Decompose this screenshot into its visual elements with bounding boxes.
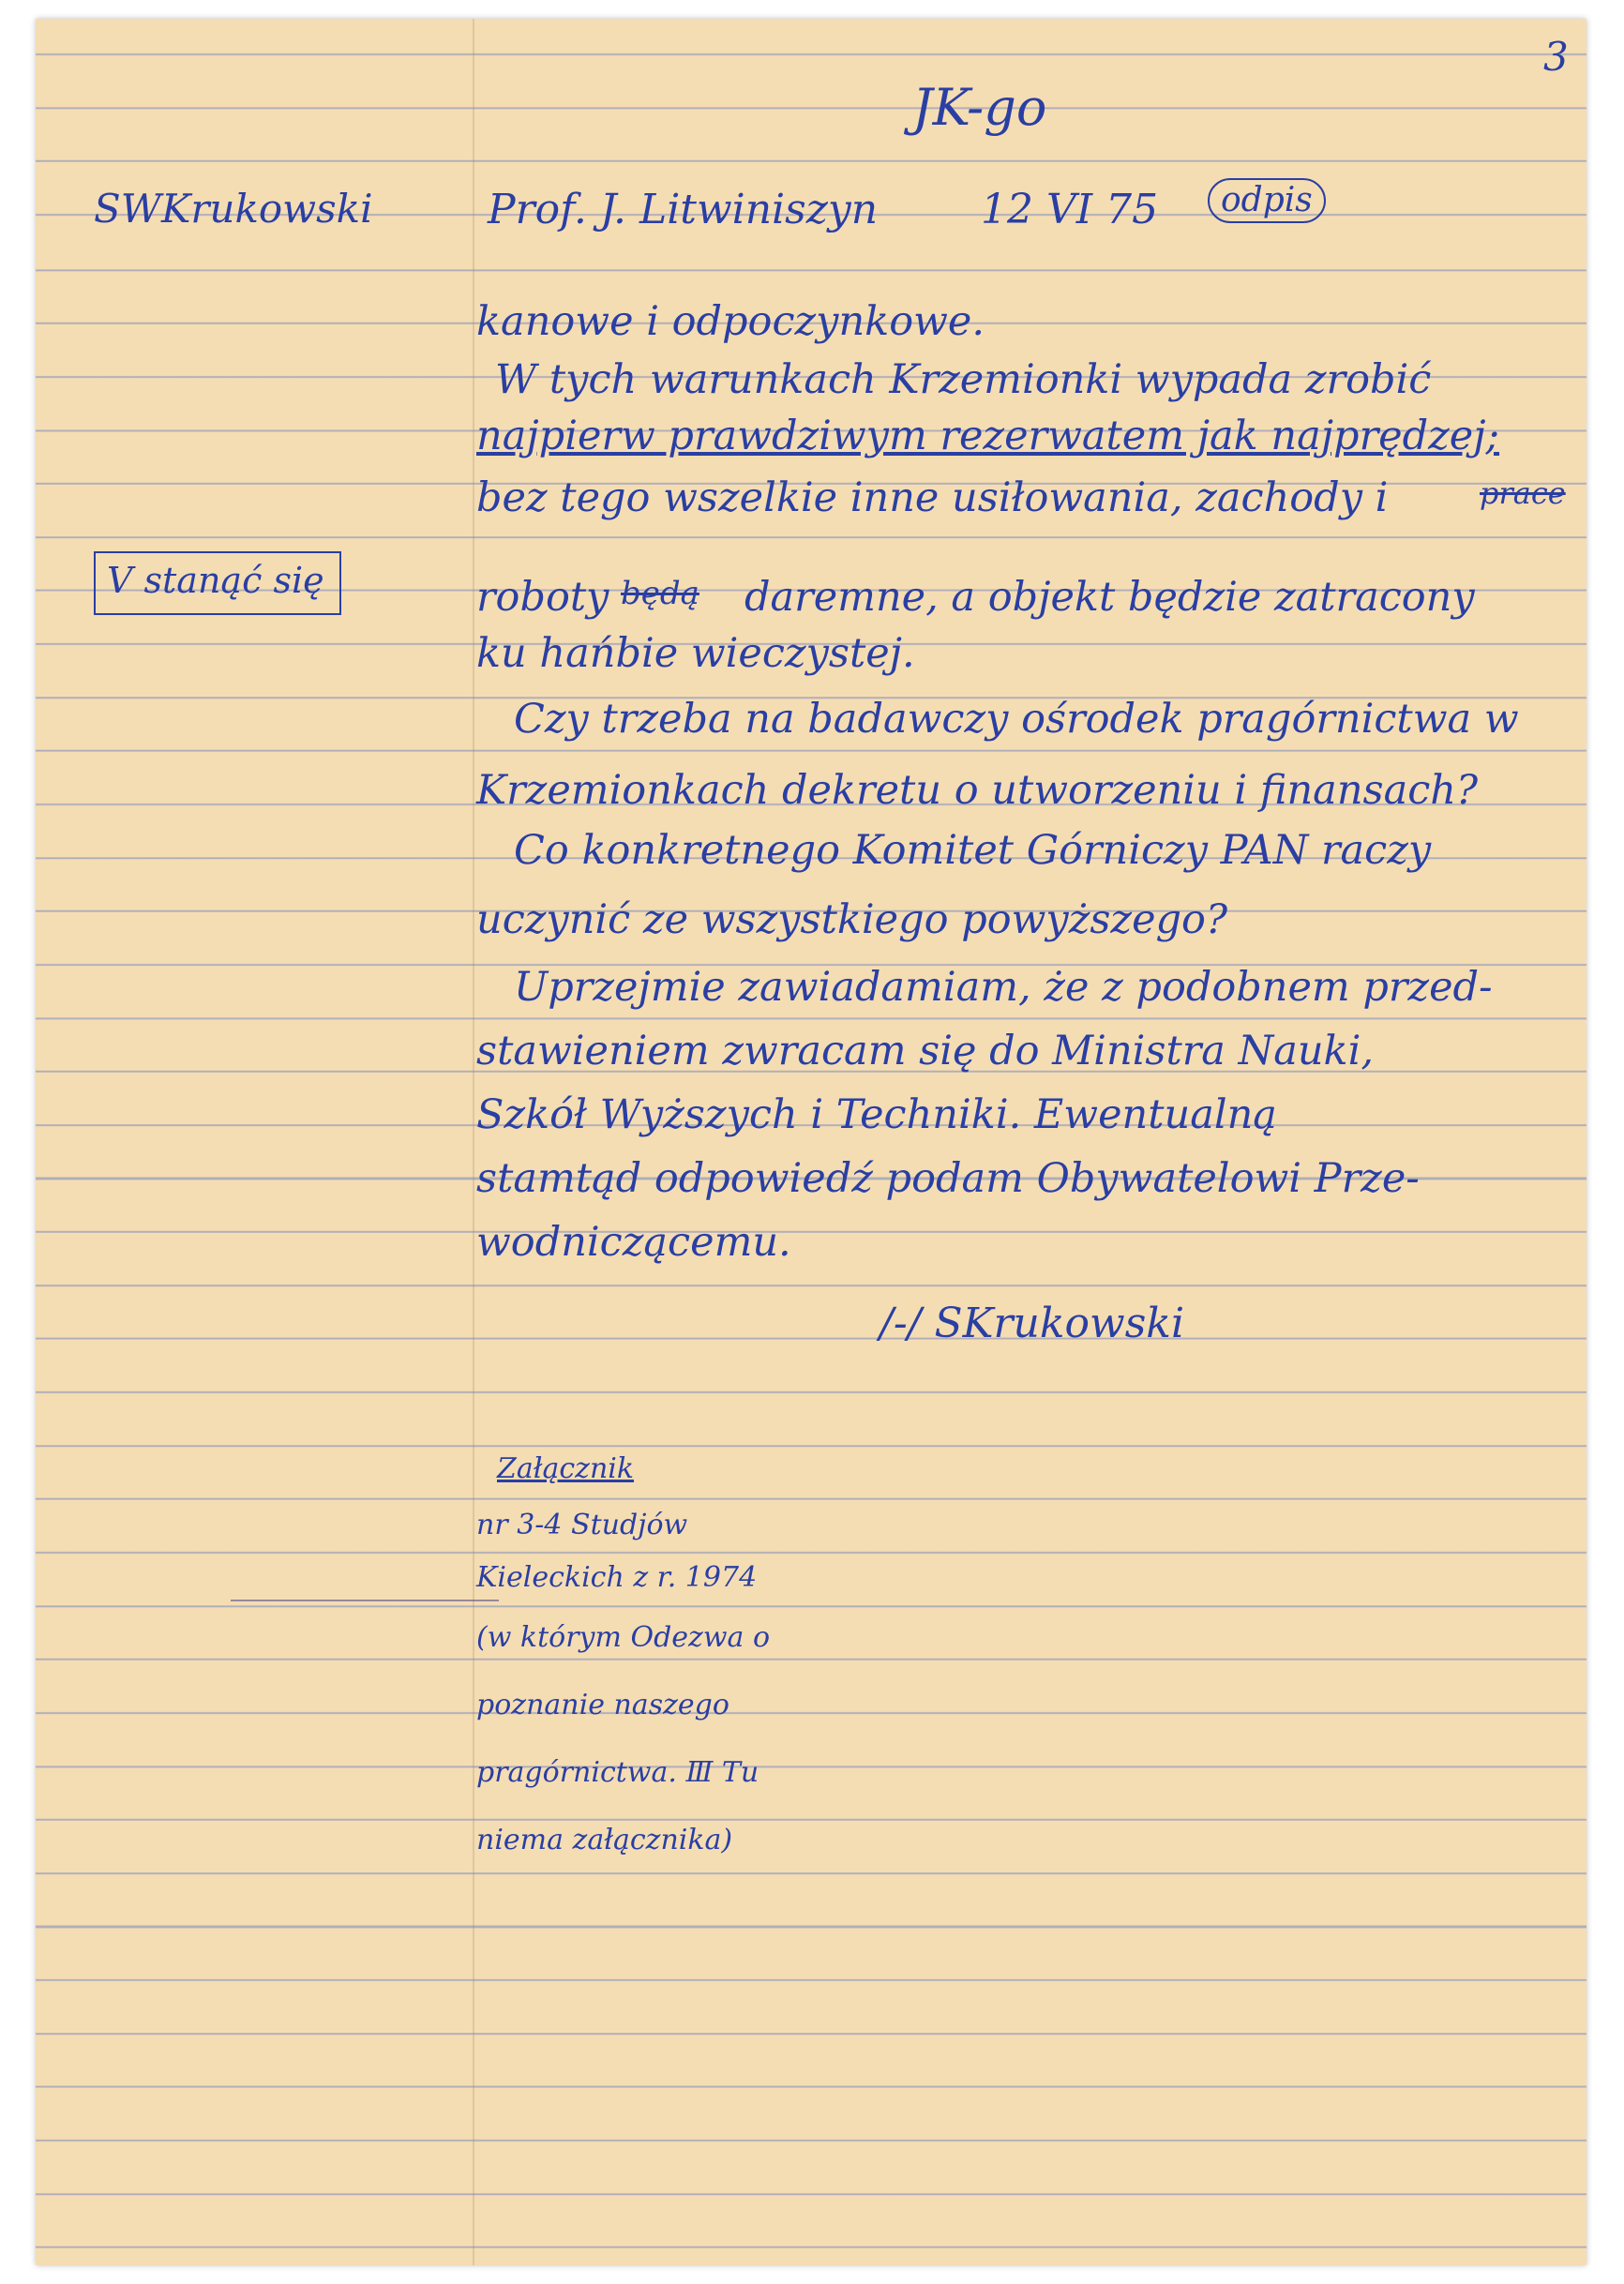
copy-mark: odpis [1208,178,1326,223]
top-mark: JK-go [912,78,1047,137]
author-left: SWKrukowski [94,186,373,232]
date: 12 VI 75 [981,186,1159,233]
body-line: ku hańbie wieczystej. [476,630,915,677]
attachment-line: poznanie naszego [476,1689,729,1721]
body-line: wodniczącemu. [476,1219,791,1266]
body-line: uczynić ze wszystkiego powyższego? [476,896,1228,943]
attachment-heading: Załącznik [497,1452,635,1485]
body-line: Uprzejmie zawiadamiam, że z podobnem przed- [514,964,1493,1011]
body-line: stawieniem zwracam się do Ministra Nauki, [476,1028,1375,1074]
attachment-line: nr 3-4 Studjów [476,1509,688,1541]
body-line: bez tego wszelkie inne usiłowania, zachody i [476,474,1389,521]
body-line: W tych warunkach Krzemionki wypada zrobić [495,356,1432,403]
struck-word: prace [1480,475,1566,511]
body-line: roboty [476,574,609,621]
fold-crease [473,19,474,2265]
attachment-line: niema załącznika) [476,1824,733,1856]
body-line: najpierw prawdziwym rezerwatem jak najprędzej; [476,413,1500,459]
margin-note: V stanąć się [94,551,341,615]
struck-word: będą [621,575,699,612]
attachment-line: (w którym Odezwa o [476,1621,771,1654]
pointer-line [231,1600,499,1601]
body-line: kanowe i odpoczynkowe. [476,298,985,345]
body-line: Czy trzeba na badawczy ośrodek pragórnictwa w [514,696,1519,743]
signature: /-/ SKrukowski [880,1300,1185,1347]
body-line: Szkół Wyższych i Techniki. Ewentualną [476,1091,1277,1138]
body-line: daremne, a objekt będzie zatracony [744,574,1475,621]
page-number: 3 [1543,34,1569,80]
body-line: Krzemionkach dekretu o utworzeniu i finansach? [476,767,1479,814]
attachment-line: pragórnictwa. Ⅲ Tu [476,1756,759,1789]
body-line: stamtąd odpowiedź podam Obywatelowi Prze- [476,1155,1420,1202]
attachment-line: Kieleckich z r. 1974 [476,1561,758,1594]
paper-sheet [36,19,1586,2265]
body-line: Co konkretnego Komitet Górniczy PAN raczy [514,827,1432,874]
addressee: Prof. J. Litwiniszyn [488,186,879,233]
